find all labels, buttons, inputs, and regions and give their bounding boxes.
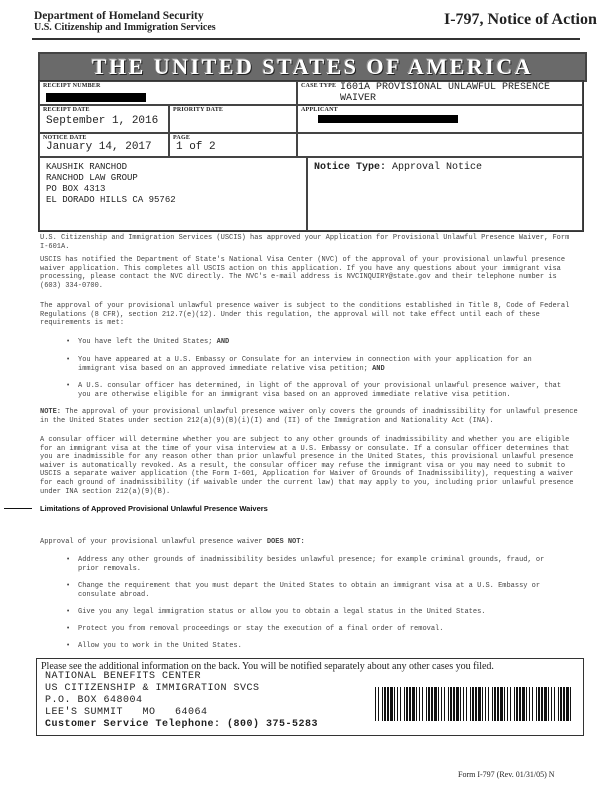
notice-date-label: NOTICE DATE (43, 135, 87, 141)
limitation-text: Change the requirement that you must depart the United States to obtain an immigrant visa at a U.S. Embassy or consulate abroad. (78, 582, 541, 599)
priority-date-label: PRIORITY DATE (173, 107, 224, 113)
requirement-text: A U.S. consular officer has determined, in light of the approval of your provisional unlawful presence waiver, that you are otherwise eligible for an immigrant visa based on an approved immediate relative visa petition. (78, 382, 562, 399)
body-paragraph: USCIS has notified the Department of State's National Visa Center (NVC) of the approval of your provisional unlawful presence waiver application. This completes all USCIS action on this application. If you have any questions about your immigrant visa processing, please contact the NVC directly. The NVC's e-mail address is NVCINQUIRY@state.gov and their telephone number is (603) 334-0700. (40, 256, 566, 290)
limitation-item: • Change the requirement that you must depart the United States to obtain an immigrant visa at a U.S. Embassy or consulate abroad. (66, 582, 541, 599)
notice-date-value: January 14, 2017 (46, 141, 152, 153)
note-label: NOTE: (40, 408, 62, 416)
requirement-item: • You have appeared at a U.S. Embassy or Consulate for an interview in connection with your application for an immigrant visa based on an approved immediate relative visa petition; AND (66, 356, 532, 373)
limitation-text: Address any other grounds of inadmissibility besides unlawful presence; for example criminal grounds, fraud, or prior removals. (78, 556, 545, 573)
recipient-line: RANCHOD LAW GROUP (46, 173, 138, 183)
receipt-date-label: RECEIPT DATE (43, 107, 90, 113)
requirement-connector: AND (372, 364, 385, 373)
applicant-label: APPLICANT (301, 107, 338, 113)
banner (38, 52, 587, 82)
agency-name: Department of Homeland Security (34, 10, 204, 22)
header-divider (32, 38, 580, 40)
notice-type (314, 162, 482, 173)
notice-type-cell (307, 157, 583, 231)
additional-info-note: Please see the additional information on the back. You will be notified separately about any other cases you filed. (41, 661, 494, 672)
case-info-grid (38, 80, 584, 232)
body-paragraph: U.S. Citizenship and Immigration Services (USCIS) has approved your Application for Provisional Unlawful Presence Waiver, Form I-601A. (40, 234, 570, 251)
limitations-intro (40, 538, 578, 547)
body-paragraph: A consular officer will determine whether you are subject to any other grounds of inadmissibility and whether you are eligible for an immigrant visa at the time of your visa interview at a U.S. Embassy or consulate. If a consular officer determines that you are inadmissible for any reason other than prior unlawful presence in the United States, this provisional unlawful presence waiver is automatically revoked. As a result, the consular officer may refuse the immigrant visa or you may need to submit to USCIS a separate waiver application (the Form I-601, Application for Waiver of Grounds of Inadmissibility), requesting a waiver for each ground of inadmissibility (if waivable under the current law) that may apply to you, including prior unlawful presence under INA section 212(a)(9)(B). (40, 436, 574, 496)
recipient-line: EL DORADO HILLS CA 95762 (46, 195, 176, 205)
priority-date-cell (169, 105, 297, 133)
requirement-item: • You have left the United States; AND (66, 338, 230, 346)
requirement-connector: AND (216, 338, 230, 346)
recipient-address-cell (39, 157, 307, 231)
form-number: Form I-797 (Rev. 01/31/05) N (458, 770, 555, 779)
form-title: I-797, Notice of Action (444, 11, 597, 28)
case-type-cell (297, 81, 583, 105)
customer-service-phone: Customer Service Telephone: (800) 375-5283 (45, 719, 319, 730)
blank-cell (297, 133, 583, 157)
body-paragraph: The approval of your provisional unlawful presence waiver is subject to the conditions established in Title 8, Code of Federal Regulations (8 CFR), section 212.7(e)(12). Under this regulation, the approval will not take effect until each of these requirements is met: (40, 302, 570, 328)
service-center-line: P.O. BOX 648004 (45, 695, 143, 706)
case-type-value: I601A PROVISIONAL UNLAWFUL PRESENCE WAIVER (340, 82, 551, 104)
service-center-line: NATIONAL BENEFITS CENTER (45, 671, 202, 682)
limitations-intro-text: Approval of your provisional unlawful presence waiver (40, 538, 263, 546)
notice-body (40, 234, 580, 654)
applicant-cell (297, 105, 583, 133)
page-value: 1 of 2 (176, 141, 216, 153)
limitation-item: • Give you any legal immigration status or allow you to obtain a legal status in the United States. (66, 608, 486, 616)
limitation-text: Protect you from removal proceedings or stay the execution of a final order of removal. (78, 625, 444, 633)
note-text: The approval of your provisional unlawful presence waiver only covers the grounds of inadmissibility for unlawful presence in the United States under section 212(a)(9)(B)(i)(I) and (II) of the Immigration and Nationality Act (INA). (40, 408, 578, 425)
redaction-bar (318, 115, 458, 123)
limitations-marker (4, 508, 32, 509)
limitations-intro-emphasis: DOES NOT: (266, 538, 305, 546)
case-type-label: CASE TYPE (301, 83, 337, 89)
requirement-item: • A U.S. consular officer has determined, in light of the approval of your provisional unlawful presence waiver, that you are otherwise eligible for an immigrant visa based on an approved immediate relative visa petition. (66, 382, 562, 399)
receipt-number-label: RECEIPT NUMBER (43, 83, 101, 89)
requirement-text: You have appeared at a U.S. Embassy or Consulate for an interview in connection with your application for an immigrant visa based on an approved immediate relative visa petition; (78, 356, 532, 373)
limitation-item: • Allow you to work in the United States. (66, 642, 242, 650)
recipient-line: KAUSHIK RANCHOD (46, 162, 128, 172)
recipient-address (46, 162, 176, 206)
notice-type-label: Notice Type: (314, 162, 387, 173)
limitation-text: Give you any legal immigration status or allow you to obtain a legal status in the United States. (78, 608, 486, 616)
receipt-date-cell (39, 105, 169, 133)
limitation-item: • Address any other grounds of inadmissibility besides unlawful presence; for example criminal grounds, fraud, or prior removals. (66, 556, 545, 573)
receipt-date-value: September 1, 2016 (46, 115, 159, 127)
notice-date-cell (39, 133, 169, 157)
agency-subname: U.S. Citizenship and Immigration Services (34, 22, 216, 33)
page-label: PAGE (173, 135, 191, 141)
page-cell (169, 133, 297, 157)
limitation-text: Allow you to work in the United States. (78, 642, 242, 650)
redaction-bar (46, 93, 146, 102)
recipient-line: PO BOX 4313 (46, 184, 106, 194)
service-center-line: LEE'S SUMMIT MO 64064 (45, 707, 208, 718)
service-center-box (36, 658, 584, 736)
service-center-line: US CITIZENSHIP & IMMIGRATION SVCS (45, 683, 260, 694)
note-paragraph (40, 408, 578, 425)
notice-type-value: Approval Notice (392, 162, 483, 173)
limitations-heading: Limitations of Approved Provisional Unlawful Presence Waivers (40, 504, 268, 513)
barcode (375, 687, 573, 721)
limitation-item: • Protect you from removal proceedings or stay the execution of a final order of removal. (66, 625, 444, 633)
receipt-number-cell (39, 81, 297, 105)
requirement-text: You have left the United States; (78, 338, 213, 346)
banner-text: THE UNITED STATES OF AMERICA (91, 54, 534, 79)
